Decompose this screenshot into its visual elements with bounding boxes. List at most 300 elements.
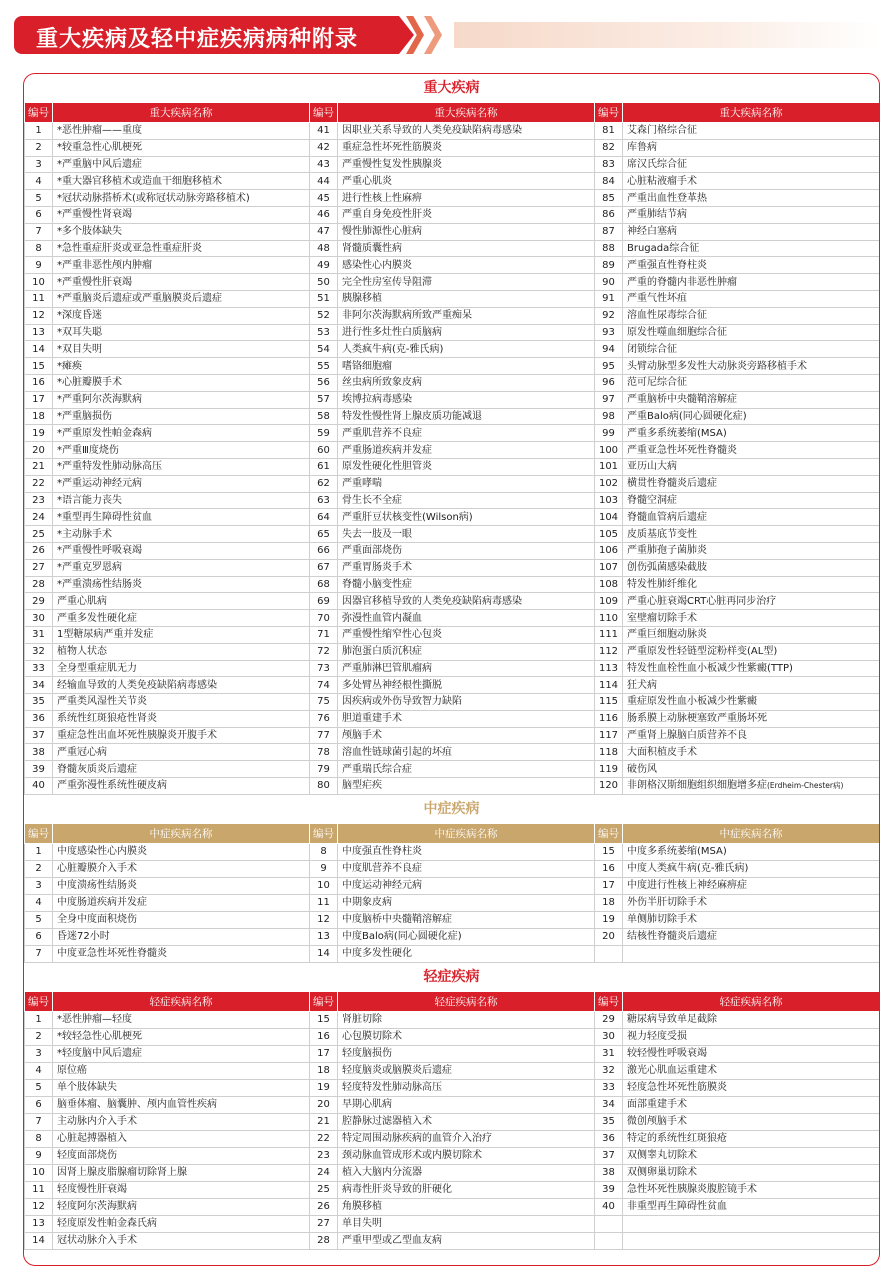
disease-name: *语言能力丧失 bbox=[53, 492, 310, 509]
disease-name: 严重胃肠炎手术 bbox=[338, 559, 595, 576]
table-row bbox=[25, 257, 880, 274]
disease-name: 严重冠心病 bbox=[53, 744, 310, 761]
disease-name: 颅脑手术 bbox=[338, 727, 595, 744]
table-row bbox=[25, 1045, 880, 1062]
disease-name: *轻度脑中风后遗症 bbox=[53, 1045, 310, 1062]
disease-number: 99 bbox=[595, 425, 623, 442]
disease-name: 心脏瓣膜介入手术 bbox=[53, 860, 310, 877]
disease-number: 13 bbox=[25, 1215, 53, 1232]
disease-number: 19 bbox=[595, 911, 623, 928]
disease-number: 63 bbox=[310, 492, 338, 509]
disease-name: 轻度面部烧伤 bbox=[53, 1147, 310, 1164]
disease-name: 严重Balo病(同心圆硬化症) bbox=[623, 408, 880, 425]
disease-name: 严重亚急性坏死性脊髓炎 bbox=[623, 442, 880, 459]
disease-number: 1 bbox=[25, 1011, 53, 1028]
disease-number: 34 bbox=[25, 677, 53, 694]
moderate-table bbox=[24, 823, 880, 963]
major-section-title: 重大疾病 bbox=[423, 80, 480, 96]
disease-name: 严重肠道疾病并发症 bbox=[338, 442, 595, 459]
disease-name: 中度溃疡性结肠炎 bbox=[53, 877, 310, 894]
disease-name: 因职业关系导致的人类免疫缺陷病毒感染 bbox=[338, 123, 595, 140]
disease-number: 110 bbox=[595, 610, 623, 627]
disease-number: 111 bbox=[595, 626, 623, 643]
disease-number: 2 bbox=[25, 860, 53, 877]
col-name: 重大疾病名称 bbox=[338, 103, 595, 123]
disease-number: 57 bbox=[310, 391, 338, 408]
disease-name: 早期心肌病 bbox=[338, 1096, 595, 1113]
table-row bbox=[25, 1164, 880, 1181]
disease-number: 17 bbox=[25, 391, 53, 408]
disease-number: 32 bbox=[25, 643, 53, 660]
disease-number: 6 bbox=[25, 928, 53, 945]
disease-number: 109 bbox=[595, 593, 623, 610]
disease-name: *严重Ⅲ度烧伤 bbox=[53, 442, 310, 459]
minor-table bbox=[24, 991, 880, 1250]
disease-number: 1 bbox=[25, 843, 53, 860]
disease-number: 2 bbox=[25, 1028, 53, 1045]
disease-number: 114 bbox=[595, 677, 623, 694]
disease-name: 大面积植皮手术 bbox=[623, 744, 880, 761]
moderate-section-title: 中症疾病 bbox=[423, 800, 480, 817]
disease-name: 丝虫病所致象皮病 bbox=[338, 374, 595, 391]
disease-name: 失去一肢及一眼 bbox=[338, 526, 595, 543]
disease-number: 20 bbox=[310, 1096, 338, 1113]
disease-number: 24 bbox=[25, 509, 53, 526]
disease-number: 37 bbox=[595, 1147, 623, 1164]
disease-name: 腔静脉过滤器植入术 bbox=[338, 1113, 595, 1130]
disease-name: 特发性血栓性血小板减少性紫癜(TTP) bbox=[623, 660, 880, 677]
table-row bbox=[25, 727, 880, 744]
disease-name: *严重溃疡性结肠炎 bbox=[53, 576, 310, 593]
table-row bbox=[25, 307, 880, 324]
disease-number: 35 bbox=[25, 694, 53, 711]
disease-name: 严重脑桥中央髓鞘溶解症 bbox=[623, 391, 880, 408]
disease-number: 96 bbox=[595, 374, 623, 391]
disease-number bbox=[595, 1232, 623, 1249]
disease-number: 44 bbox=[310, 173, 338, 190]
disease-number: 105 bbox=[595, 526, 623, 543]
disease-name: 骨生长不全症 bbox=[338, 492, 595, 509]
disease-number: 33 bbox=[25, 660, 53, 677]
disease-name: 脊髓血管病后遗症 bbox=[623, 509, 880, 526]
disease-name: 创伤弧菌感染截肢 bbox=[623, 559, 880, 576]
disease-name: 轻度阿尔茨海默病 bbox=[53, 1198, 310, 1215]
disease-name: 严重肺孢子菌肺炎 bbox=[623, 542, 880, 559]
disease-number: 23 bbox=[310, 1147, 338, 1164]
disease-number: 5 bbox=[25, 190, 53, 207]
disease-number: 11 bbox=[25, 1181, 53, 1198]
disease-number: 55 bbox=[310, 358, 338, 375]
appendix-panel bbox=[23, 73, 880, 1266]
disease-name: 严重面部烧伤 bbox=[338, 542, 595, 559]
disease-number: 82 bbox=[595, 139, 623, 156]
minor-section-title: 轻症疾病 bbox=[423, 968, 480, 985]
disease-name: 角膜移植 bbox=[338, 1198, 595, 1215]
table-header-row bbox=[25, 823, 880, 843]
page-title: 重大疾病及轻中症疾病病种附录 bbox=[36, 27, 359, 52]
disease-name: 重症急性出血坏死性胰腺炎开腹手术 bbox=[53, 727, 310, 744]
disease-name: 范可尼综合征 bbox=[623, 374, 880, 391]
disease-number: 39 bbox=[595, 1181, 623, 1198]
disease-number: 4 bbox=[25, 173, 53, 190]
disease-name: 冠状动脉介入手术 bbox=[53, 1232, 310, 1249]
disease-number: 42 bbox=[310, 139, 338, 156]
disease-number: 58 bbox=[310, 408, 338, 425]
table-row bbox=[25, 526, 880, 543]
chevron-icon bbox=[424, 16, 442, 54]
col-number: 编号 bbox=[595, 823, 623, 843]
table-row bbox=[25, 710, 880, 727]
disease-number: 13 bbox=[310, 928, 338, 945]
disease-number: 16 bbox=[310, 1028, 338, 1045]
disease-number: 30 bbox=[595, 1028, 623, 1045]
disease-number: 16 bbox=[595, 860, 623, 877]
disease-name: 皮质基底节变性 bbox=[623, 526, 880, 543]
disease-name: 严重肺淋巴管肌瘤病 bbox=[338, 660, 595, 677]
disease-number: 19 bbox=[25, 425, 53, 442]
disease-number: 26 bbox=[25, 542, 53, 559]
disease-name: 主动脉内介入手术 bbox=[53, 1113, 310, 1130]
table-row bbox=[25, 274, 880, 291]
disease-name: 特定的系统性红斑狼疮 bbox=[623, 1130, 880, 1147]
table-row bbox=[25, 1198, 880, 1215]
disease-name: *双目失明 bbox=[53, 341, 310, 358]
disease-name: 严重心脏衰竭CRT心脏再同步治疗 bbox=[623, 593, 880, 610]
disease-name: 肠系膜上动脉梗塞致严重肠坏死 bbox=[623, 710, 880, 727]
disease-name: *恶性肿瘤—轻度 bbox=[53, 1011, 310, 1028]
disease-name: 严重肾上腺脑白质营养不良 bbox=[623, 727, 880, 744]
disease-name: 严重自身免疫性肝炎 bbox=[338, 206, 595, 223]
disease-name bbox=[623, 1215, 880, 1232]
disease-name: 面部重建手术 bbox=[623, 1096, 880, 1113]
disease-number: 8 bbox=[25, 240, 53, 257]
disease-number: 64 bbox=[310, 509, 338, 526]
disease-name: 昏迷72小时 bbox=[53, 928, 310, 945]
disease-number: 14 bbox=[310, 945, 338, 962]
disease-name: 脊髓小脑变性症 bbox=[338, 576, 595, 593]
disease-name: 非阿尔茨海默病所致严重痴呆 bbox=[338, 307, 595, 324]
table-row bbox=[25, 928, 880, 945]
disease-number: 8 bbox=[25, 1130, 53, 1147]
disease-name: 胆道重建手术 bbox=[338, 710, 595, 727]
table-row bbox=[25, 206, 880, 223]
col-name: 中症疾病名称 bbox=[623, 823, 880, 843]
disease-number: 41 bbox=[310, 123, 338, 140]
disease-number: 85 bbox=[595, 190, 623, 207]
disease-name: 因肾上腺皮脂腺瘤切除肾上腺 bbox=[53, 1164, 310, 1181]
disease-number: 17 bbox=[595, 877, 623, 894]
table-row bbox=[25, 761, 880, 778]
disease-name: 原位癌 bbox=[53, 1062, 310, 1079]
disease-name: 横贯性脊髓炎后遗症 bbox=[623, 475, 880, 492]
disease-number: 76 bbox=[310, 710, 338, 727]
disease-number: 40 bbox=[25, 778, 53, 795]
table-row bbox=[25, 559, 880, 576]
disease-number: 65 bbox=[310, 526, 338, 543]
disease-number: 101 bbox=[595, 458, 623, 475]
disease-number: 32 bbox=[595, 1062, 623, 1079]
disease-name: 全身中度面积烧伤 bbox=[53, 911, 310, 928]
disease-name: *严重阿尔茨海默病 bbox=[53, 391, 310, 408]
disease-number: 18 bbox=[595, 894, 623, 911]
table-row bbox=[25, 694, 880, 711]
disease-number: 9 bbox=[25, 1147, 53, 1164]
disease-name: 严重肝豆状核变性(Wilson病) bbox=[338, 509, 595, 526]
disease-number: 8 bbox=[310, 843, 338, 860]
disease-number: 29 bbox=[595, 1011, 623, 1028]
disease-number: 84 bbox=[595, 173, 623, 190]
table-row bbox=[25, 492, 880, 509]
disease-name bbox=[623, 1232, 880, 1249]
disease-name: 库鲁病 bbox=[623, 139, 880, 156]
table-row bbox=[25, 341, 880, 358]
disease-number: 56 bbox=[310, 374, 338, 391]
disease-number: 38 bbox=[595, 1164, 623, 1181]
disease-name: 完全性房室传导阻滞 bbox=[338, 274, 595, 291]
table-row bbox=[25, 509, 880, 526]
table-row bbox=[25, 911, 880, 928]
disease-name: 中度强直性脊柱炎 bbox=[338, 843, 595, 860]
table-row bbox=[25, 425, 880, 442]
disease-name: 破伤风 bbox=[623, 761, 880, 778]
table-row bbox=[25, 391, 880, 408]
disease-number: 22 bbox=[25, 475, 53, 492]
disease-name: 颈动脉血管成形术或内膜切除术 bbox=[338, 1147, 595, 1164]
disease-number: 7 bbox=[25, 223, 53, 240]
disease-number: 45 bbox=[310, 190, 338, 207]
disease-number: 98 bbox=[595, 408, 623, 425]
disease-number: 43 bbox=[310, 156, 338, 173]
disease-name: *严重克罗恩病 bbox=[53, 559, 310, 576]
disease-number: 24 bbox=[310, 1164, 338, 1181]
disease-number: 27 bbox=[310, 1215, 338, 1232]
disease-number: 113 bbox=[595, 660, 623, 677]
disease-name: 轻度脑炎或脑膜炎后遗症 bbox=[338, 1062, 595, 1079]
disease-number: 7 bbox=[25, 945, 53, 962]
disease-name: *瘫痪 bbox=[53, 358, 310, 375]
disease-number: 15 bbox=[310, 1011, 338, 1028]
disease-number: 86 bbox=[595, 206, 623, 223]
disease-number: 40 bbox=[595, 1198, 623, 1215]
disease-number: 112 bbox=[595, 643, 623, 660]
col-name: 轻症疾病名称 bbox=[338, 991, 595, 1011]
disease-name: 原发性噬血细胞综合征 bbox=[623, 324, 880, 341]
disease-name: 埃博拉病毒感染 bbox=[338, 391, 595, 408]
disease-name: 外伤半肝切除手术 bbox=[623, 894, 880, 911]
disease-number: 3 bbox=[25, 1045, 53, 1062]
disease-number: 12 bbox=[25, 1198, 53, 1215]
table-row bbox=[25, 576, 880, 593]
disease-name: 严重哮喘 bbox=[338, 475, 595, 492]
disease-name: 感染性心内膜炎 bbox=[338, 257, 595, 274]
table-row bbox=[25, 190, 880, 207]
disease-name: 溶血性尿毒综合征 bbox=[623, 307, 880, 324]
disease-name: 激光心肌血运重建术 bbox=[623, 1062, 880, 1079]
disease-number: 30 bbox=[25, 610, 53, 627]
table-row bbox=[25, 1181, 880, 1198]
disease-number: 11 bbox=[310, 894, 338, 911]
disease-number: 66 bbox=[310, 542, 338, 559]
disease-number: 23 bbox=[25, 492, 53, 509]
table-row bbox=[25, 778, 880, 795]
disease-name: 多处臂丛神经根性撕脱 bbox=[338, 677, 595, 694]
disease-name: 植入大脑内分流器 bbox=[338, 1164, 595, 1181]
disease-number: 25 bbox=[310, 1181, 338, 1198]
disease-name: *双耳失聪 bbox=[53, 324, 310, 341]
table-row bbox=[25, 1011, 880, 1028]
disease-name: 弥漫性血管内凝血 bbox=[338, 610, 595, 627]
disease-name: *急性重症肝炎或亚急性重症肝炎 bbox=[53, 240, 310, 257]
disease-number: 75 bbox=[310, 694, 338, 711]
disease-name: 单侧肺切除手术 bbox=[623, 911, 880, 928]
disease-name: 中度肠道疾病并发症 bbox=[53, 894, 310, 911]
disease-number: 87 bbox=[595, 223, 623, 240]
disease-name: *严重特发性肺动脉高压 bbox=[53, 458, 310, 475]
table-row bbox=[25, 156, 880, 173]
disease-number: 4 bbox=[25, 894, 53, 911]
disease-number: 21 bbox=[25, 458, 53, 475]
disease-number: 120 bbox=[595, 778, 623, 795]
header-banner bbox=[14, 14, 880, 58]
disease-number: 49 bbox=[310, 257, 338, 274]
table-row bbox=[25, 240, 880, 257]
disease-name: 轻度原发性帕金森氏病 bbox=[53, 1215, 310, 1232]
disease-number: 60 bbox=[310, 442, 338, 459]
disease-number: 88 bbox=[595, 240, 623, 257]
disease-name: 脊髓空洞症 bbox=[623, 492, 880, 509]
disease-number: 69 bbox=[310, 593, 338, 610]
disease-number: 15 bbox=[595, 843, 623, 860]
disease-number: 18 bbox=[25, 408, 53, 425]
disease-name: *较重急性心肌梗死 bbox=[53, 139, 310, 156]
disease-number: 54 bbox=[310, 341, 338, 358]
disease-number: 107 bbox=[595, 559, 623, 576]
disease-name: 严重多系统萎缩(MSA) bbox=[623, 425, 880, 442]
disease-name: 严重多发性硬化症 bbox=[53, 610, 310, 627]
disease-name: 心脏起搏器植入 bbox=[53, 1130, 310, 1147]
disease-name: 艾森门格综合征 bbox=[623, 123, 880, 140]
disease-number: 12 bbox=[310, 911, 338, 928]
disease-name: 轻度慢性肝衰竭 bbox=[53, 1181, 310, 1198]
disease-name: 严重气性坏疽 bbox=[623, 290, 880, 307]
disease-number: 74 bbox=[310, 677, 338, 694]
disease-number: 6 bbox=[25, 206, 53, 223]
disease-name: 非朗格汉斯细胞组织细胞增多症(Erdheim-Chester病) bbox=[623, 778, 880, 795]
disease-number: 9 bbox=[310, 860, 338, 877]
disease-name: *主动脉手术 bbox=[53, 526, 310, 543]
disease-number: 36 bbox=[595, 1130, 623, 1147]
disease-number: 5 bbox=[25, 1079, 53, 1096]
disease-name: 人类疯牛病(克-雅氏病) bbox=[338, 341, 595, 358]
disease-name: 头臂动脉型多发性大动脉炎旁路移植手术 bbox=[623, 358, 880, 375]
disease-name: 因器官移植导致的人类免疫缺陷病毒感染 bbox=[338, 593, 595, 610]
disease-name: 中度肌营养不良症 bbox=[338, 860, 595, 877]
disease-name: 脑型疟疾 bbox=[338, 778, 595, 795]
col-number: 编号 bbox=[595, 991, 623, 1011]
disease-name: 糖尿病导致单足截除 bbox=[623, 1011, 880, 1028]
disease-number: 46 bbox=[310, 206, 338, 223]
table-row bbox=[25, 843, 880, 860]
disease-name: 中期象皮病 bbox=[338, 894, 595, 911]
disease-number: 26 bbox=[310, 1198, 338, 1215]
disease-number: 116 bbox=[595, 710, 623, 727]
disease-name: 经输血导致的人类免疫缺陷病毒感染 bbox=[53, 677, 310, 694]
disease-name: 植物人状态 bbox=[53, 643, 310, 660]
disease-name: *深度昏迷 bbox=[53, 307, 310, 324]
table-row bbox=[25, 1079, 880, 1096]
disease-name: 嗜铬细胞瘤 bbox=[338, 358, 595, 375]
disease-name: 狂犬病 bbox=[623, 677, 880, 694]
disease-name: 系统性红斑狼疮性肾炎 bbox=[53, 710, 310, 727]
disease-name: 席汉氏综合征 bbox=[623, 156, 880, 173]
table-row bbox=[25, 123, 880, 140]
disease-name: 肺泡蛋白质沉积症 bbox=[338, 643, 595, 660]
disease-name: 慢性肺源性心脏病 bbox=[338, 223, 595, 240]
disease-number: 14 bbox=[25, 1232, 53, 1249]
disease-name: 双侧睾丸切除术 bbox=[623, 1147, 880, 1164]
disease-number: 10 bbox=[25, 274, 53, 291]
disease-number: 51 bbox=[310, 290, 338, 307]
disease-name: 严重出血性登革热 bbox=[623, 190, 880, 207]
disease-number: 48 bbox=[310, 240, 338, 257]
disease-number: 9 bbox=[25, 257, 53, 274]
table-row bbox=[25, 677, 880, 694]
disease-name: 轻度特发性肺动脉高压 bbox=[338, 1079, 595, 1096]
table-header-row bbox=[25, 991, 880, 1011]
disease-number: 102 bbox=[595, 475, 623, 492]
disease-number: 12 bbox=[25, 307, 53, 324]
disease-number: 61 bbox=[310, 458, 338, 475]
disease-number: 106 bbox=[595, 542, 623, 559]
moderate-table-body bbox=[25, 843, 880, 962]
disease-number: 10 bbox=[310, 877, 338, 894]
col-name: 轻症疾病名称 bbox=[623, 991, 880, 1011]
disease-name: 因疾病或外伤导致智力缺陷 bbox=[338, 694, 595, 711]
disease-number: 18 bbox=[310, 1062, 338, 1079]
table-row bbox=[25, 660, 880, 677]
col-number: 编号 bbox=[595, 103, 623, 123]
disease-number: 81 bbox=[595, 123, 623, 140]
disease-name: *重大器官移植术或造血干细胞移植术 bbox=[53, 173, 310, 190]
disease-number: 93 bbox=[595, 324, 623, 341]
disease-number: 78 bbox=[310, 744, 338, 761]
disease-number: 97 bbox=[595, 391, 623, 408]
disease-number: 20 bbox=[25, 442, 53, 459]
disease-name: 进行性核上性麻痹 bbox=[338, 190, 595, 207]
table-row bbox=[25, 860, 880, 877]
disease-name: *严重非恶性颅内肿瘤 bbox=[53, 257, 310, 274]
disease-name: 心脏粘液瘤手术 bbox=[623, 173, 880, 190]
table-row bbox=[25, 475, 880, 492]
header-gradient bbox=[454, 22, 880, 48]
disease-number: 108 bbox=[595, 576, 623, 593]
minor-table-body bbox=[25, 1011, 880, 1249]
disease-number: 6 bbox=[25, 1096, 53, 1113]
table-row bbox=[25, 1028, 880, 1045]
table-row bbox=[25, 744, 880, 761]
disease-name: 中度多发性硬化 bbox=[338, 945, 595, 962]
disease-name: *严重慢性肾衰竭 bbox=[53, 206, 310, 223]
disease-number: 71 bbox=[310, 626, 338, 643]
disease-number: 115 bbox=[595, 694, 623, 711]
disease-name: 脑垂体瘤、脑囊肿、颅内血管性疾病 bbox=[53, 1096, 310, 1113]
disease-number: 89 bbox=[595, 257, 623, 274]
col-number: 编号 bbox=[310, 991, 338, 1011]
disease-number: 16 bbox=[25, 374, 53, 391]
disease-number: 22 bbox=[310, 1130, 338, 1147]
table-row bbox=[25, 626, 880, 643]
disease-name: 严重心肌病 bbox=[53, 593, 310, 610]
